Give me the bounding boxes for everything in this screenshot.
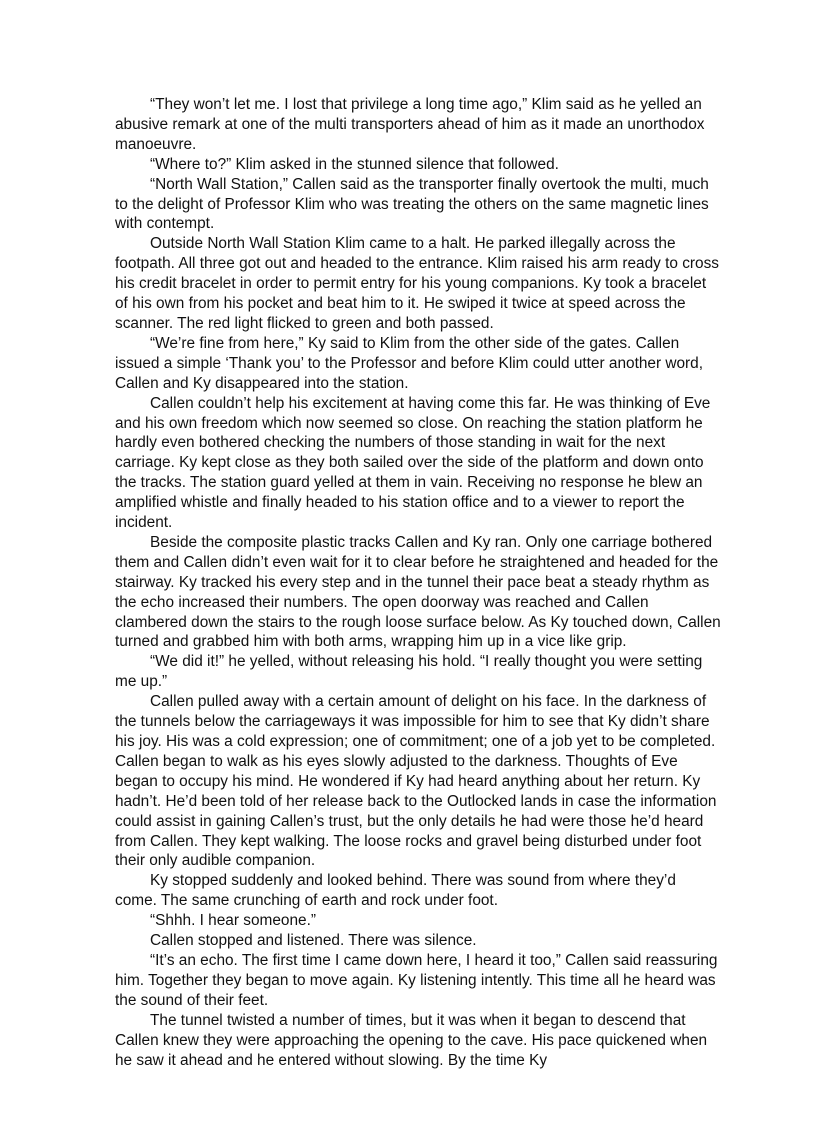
- paragraph: Beside the composite plastic tracks Callen and Ky ran. Only one carriage bothered them and Callen didn’t even wait for it to clear before he straightened and headed for the stairway. Ky tracked his every step and in the tunnel their pace beat a steady rhythm as the echo increased their numbers. The open doorway was reached and Callen clambered down the stairs to the rough loose surface below. As Ky touched down, Callen turned and grabbed him with both arms, wrapping him up in a vice like grip.: [115, 533, 721, 651]
- paragraph: Callen couldn’t help his excitement at having come this far. He was thinking of Eve and his own freedom which now seemed so close. On reaching the station platform he hardly even bothered checking the numbers of those standing in wait for the next carriage. Ky kept close as they both sailed over the side of the platform and down onto the tracks. The station guard yelled at them in vain. Receiving no response he blew an amplified whistle and finally headed to his station office and to a viewer to report the incident.: [115, 394, 711, 532]
- paragraph: “They won’t let me. I lost that privilege a long time ago,” Klim said as he yelled an abusive remark at one of the multi transporters ahead of him as it made an unorthodox manoeuvre.: [115, 96, 705, 153]
- paragraph: “It’s an echo. The first time I came down here, I heard it too,” Callen said reassuring him. Together they began to move again. Ky listening intently. This time all he heard was the sound of their feet.: [115, 951, 718, 1009]
- paragraph: Callen stopped and listened. There was silence.: [150, 932, 477, 950]
- paragraph: “Shhh. I hear someone.”: [150, 912, 316, 930]
- paragraph: “We’re fine from here,” Ky said to Klim from the other side of the gates. Callen issued a simple ‘Thank you’ to the Professor and before Klim could utter another word, Callen and Ky disappeared into the station.: [115, 334, 704, 392]
- document-page: [115, 95, 721, 1070]
- paragraph: “North Wall Station,” Callen said as the transporter finally overtook the multi, much to the delight of Professor Klim who was treating the others on the same magnetic lines with contempt.: [115, 175, 709, 233]
- paragraph: “We did it!” he yelled, without releasing his hold. “I really thought you were setting me up.”: [115, 653, 703, 691]
- paragraph: Ky stopped suddenly and looked behind. There was sound from where they’d come. The same crunching of earth and rock under foot.: [115, 872, 676, 910]
- paragraph: Callen pulled away with a certain amount of delight on his face. In the darkness of the tunnels below the carriageways it was impossible for him to see that Ky didn’t share his joy. His was a cold expression; one of commitment; one of a job yet to be completed. Callen began to walk as his eyes slowly adjusted to the darkness. Thoughts of Eve began to occupy his mind. He wondered if Ky had heard anything about her return. Ky hadn’t. He’d been told of her release back to the Outlocked lands in case the information could assist in gaining Callen’s trust, but the only details he had were those he’d heard from Callen. They kept walking. The loose rocks and gravel being disturbed under foot their only audible companion.: [115, 693, 717, 870]
- paragraph: “Where to?” Klim asked in the stunned silence that followed.: [150, 155, 559, 173]
- paragraph: Outside North Wall Station Klim came to a halt. He parked illegally across the footpath. All three got out and headed to the entrance. Klim raised his arm ready to cross his credit bracelet in order to permit entry for his young companions. Ky took a bracelet of his own from his pocket and beat him to it. He swiped it twice at speed across the scanner. The red light flicked to green and both passed.: [115, 235, 720, 332]
- paragraph: The tunnel twisted a number of times, but it was when it began to descend that Callen knew they were approaching the opening to the cave. His pace quickened when he saw it ahead and he entered without slowing. By the time Ky: [115, 1011, 708, 1069]
